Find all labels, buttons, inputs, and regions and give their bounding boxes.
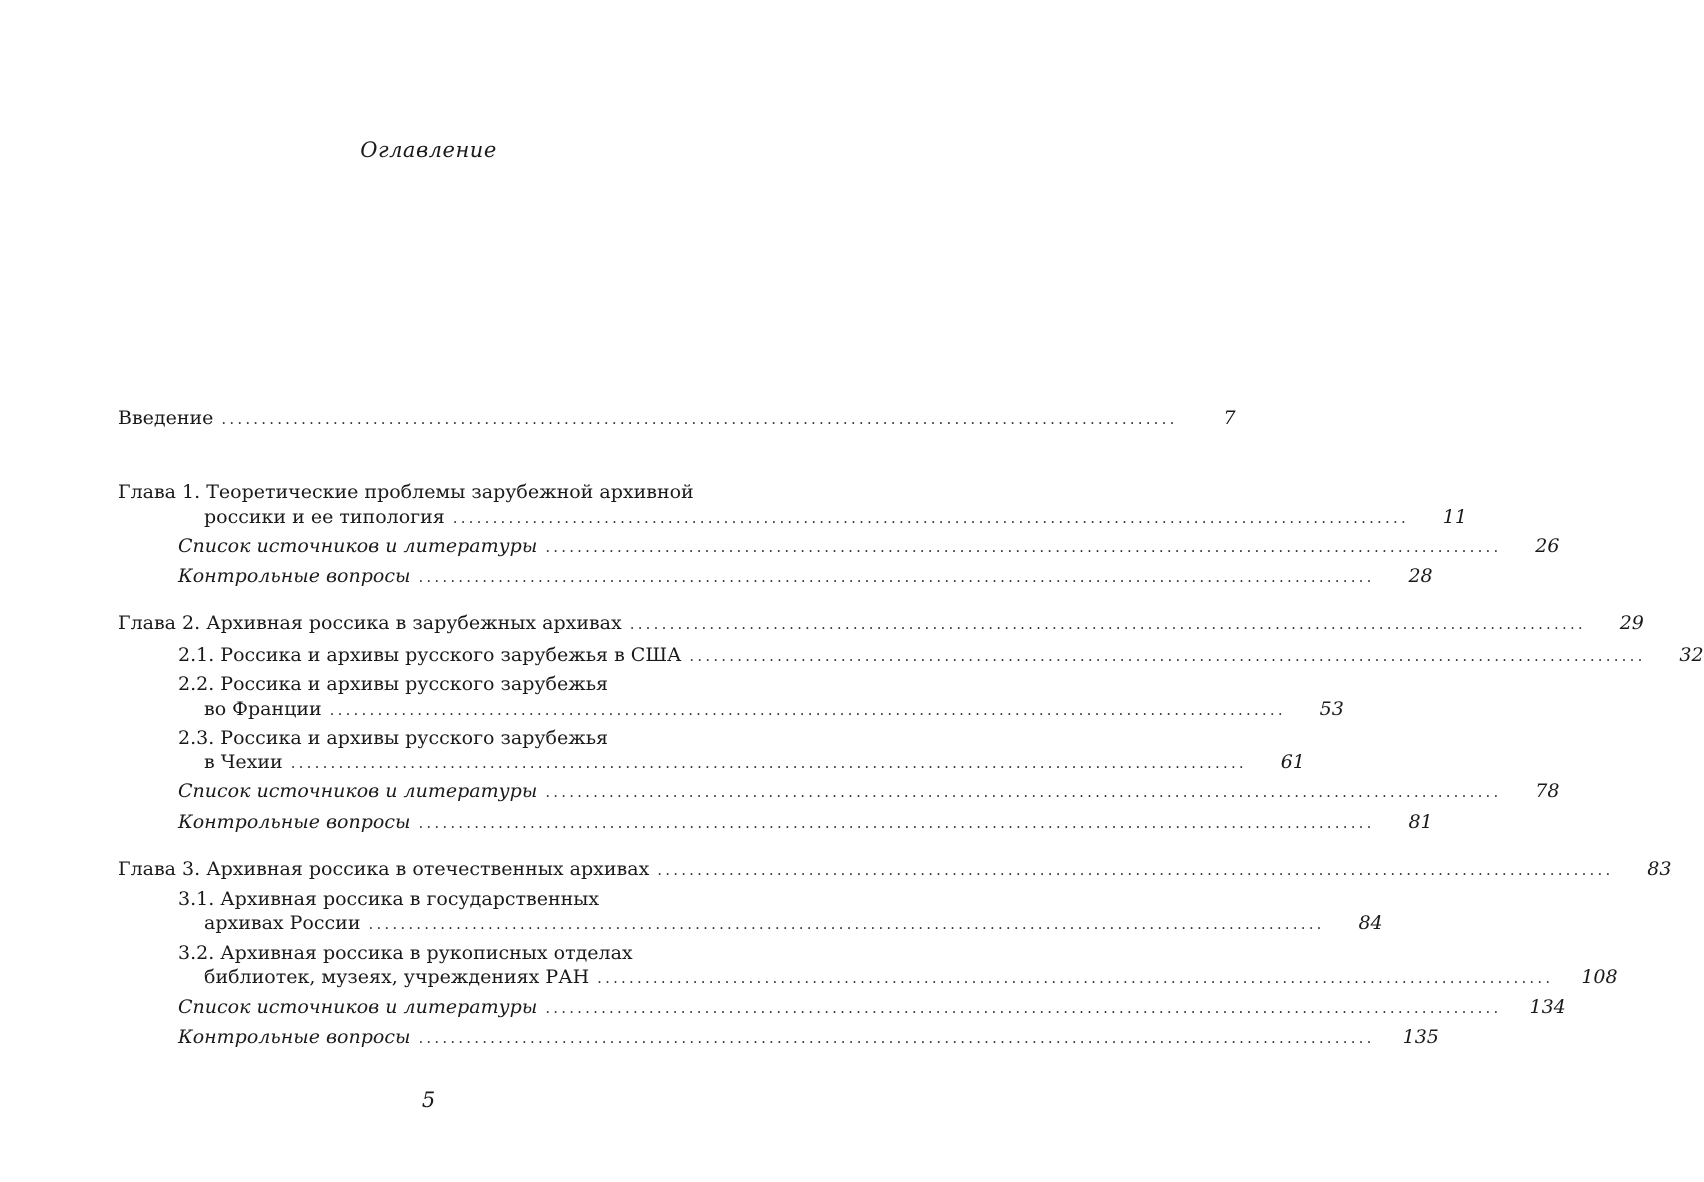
- toc-chapter-2-questions: [178, 810, 1433, 835]
- toc-section-2-1: [178, 643, 1704, 668]
- dot-leader: ........................................................................................................................: [418, 814, 1375, 832]
- dot-leader: ........................................................................................................................: [657, 861, 1614, 879]
- toc-entry-label: 2.1. Россика и архивы русского зарубежья в США: [178, 644, 682, 666]
- page-title: Оглавление: [360, 138, 497, 162]
- toc-entry-introduction: [118, 406, 1236, 431]
- toc-chapter-1-questions: [178, 564, 1433, 589]
- toc-entry-label: Список источников и литературы: [178, 996, 538, 1018]
- dot-leader: ........................................................................................................................: [452, 509, 1409, 527]
- toc-entry-label: Контрольные вопросы: [178, 1026, 411, 1048]
- toc-entry-label: Введение: [118, 407, 214, 429]
- toc-chapter-2-sources: [178, 779, 1560, 804]
- toc-entry-page: 28: [1408, 565, 1433, 587]
- toc-entry-page: 135: [1402, 1026, 1439, 1048]
- toc-entry-page: 84: [1358, 912, 1383, 934]
- toc-section-3-2-title: 3.2. Архивная россика в рукописных отделах: [178, 942, 633, 964]
- toc-section-3-2: [204, 965, 1618, 990]
- toc-chapter-1-title: Глава 1. Теоретические проблемы зарубежной архивной: [118, 481, 694, 503]
- dot-leader: ........................................................................................................................: [689, 647, 1646, 665]
- dot-leader: ........................................................................................................................: [221, 410, 1178, 428]
- toc-entry-page: 7: [1223, 407, 1236, 429]
- toc-entry-page: 81: [1408, 811, 1433, 833]
- toc-chapter-1-sources: [178, 534, 1560, 559]
- toc-entry-page: 134: [1529, 996, 1566, 1018]
- page-number: 5: [421, 1088, 436, 1112]
- toc-entry-label: Список источников и литературы: [178, 780, 538, 802]
- toc-entry-page: 26: [1535, 535, 1560, 557]
- dot-leader: ........................................................................................................................: [597, 969, 1554, 987]
- toc-entry-page: 78: [1535, 780, 1560, 802]
- toc-chapter-1: [204, 505, 1467, 530]
- toc-entry-page: 29: [1619, 612, 1644, 634]
- toc-chapter-3: [118, 857, 1672, 882]
- toc-entry-page: 108: [1581, 966, 1618, 988]
- toc-section-3-1: [204, 911, 1383, 936]
- dot-leader: ........................................................................................................................: [329, 701, 1286, 719]
- dot-leader: ........................................................................................................................: [545, 538, 1502, 556]
- dot-leader: ........................................................................................................................: [545, 999, 1502, 1017]
- dot-leader: ........................................................................................................................: [368, 915, 1325, 933]
- toc-entry-label: россики и ее типология: [204, 506, 445, 528]
- toc-entry-label: Глава 2. Архивная россика в зарубежных архивах: [118, 612, 622, 634]
- toc-chapter-2: [118, 611, 1644, 636]
- toc-entry-page: 61: [1280, 751, 1305, 773]
- toc-entry-page: 32: [1679, 644, 1704, 666]
- toc-entry-label: во Франции: [204, 698, 322, 720]
- dot-leader: ........................................................................................................................: [290, 754, 1247, 772]
- toc-entry-label: библиотек, музеях, учреждениях РАН: [204, 966, 590, 988]
- toc-entry-label: Контрольные вопросы: [178, 811, 411, 833]
- toc-entry-label: Контрольные вопросы: [178, 565, 411, 587]
- toc-entry-label: Глава 3. Архивная россика в отечественных архивах: [118, 858, 650, 880]
- dot-leader: ........................................................................................................................: [545, 783, 1502, 801]
- toc-entry-label: архивах России: [204, 912, 361, 934]
- dot-leader: ........................................................................................................................: [418, 1029, 1375, 1047]
- toc-section-2-2-title: 2.2. Россика и архивы русского зарубежья: [178, 673, 609, 695]
- dot-leader: ........................................................................................................................: [418, 568, 1375, 586]
- toc-section-3-1-title: 3.1. Архивная россика в государственных: [178, 888, 600, 910]
- toc-section-2-3: [204, 750, 1305, 775]
- toc-section-2-3-title: 2.3. Россика и архивы русского зарубежья: [178, 727, 609, 749]
- toc-entry-label: в Чехии: [204, 751, 283, 773]
- toc-entry-page: 11: [1442, 506, 1467, 528]
- toc-entry-label: Список источников и литературы: [178, 535, 538, 557]
- toc-chapter-3-questions: [178, 1025, 1439, 1050]
- dot-leader: ........................................................................................................................: [629, 615, 1586, 633]
- toc-entry-page: 83: [1647, 858, 1672, 880]
- toc-chapter-3-sources: [178, 995, 1566, 1020]
- toc-section-2-2: [204, 697, 1344, 722]
- toc-entry-page: 53: [1319, 698, 1344, 720]
